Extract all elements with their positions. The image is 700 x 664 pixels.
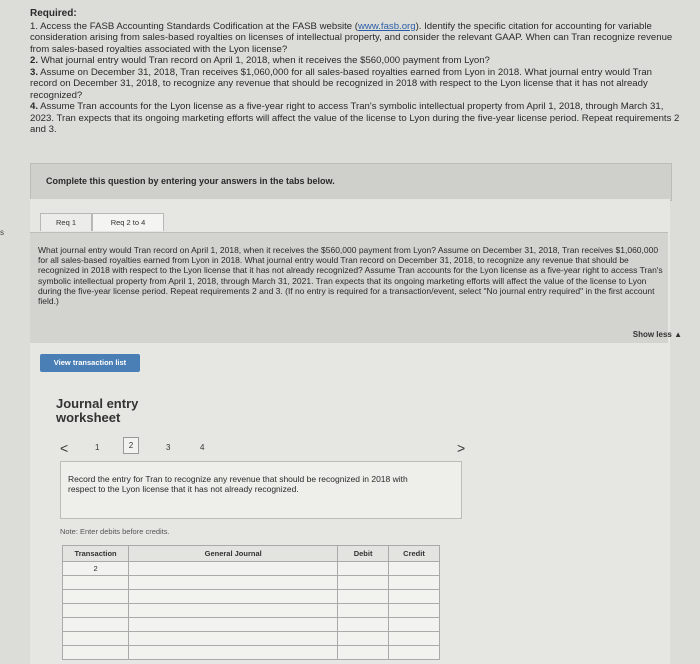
question-text: What journal entry would Tran record on April 1, 2018, when it receives the $560,000 payment from Lyon? Assume on December 31, 2018, Tran receives $1,060,000 for all sales-based royalties earned from Lyon in 2018. What journal entry would Tran record on December 31, 2018, to recognize any revenue that should be recognized in 2018 with respect to the Lyon license that it has not already recognized? Assume Tran accounts for the Lyon license as a five-year right to access Tran's symbolic intellectual property from April 1, 2018, through March 31, 2021. Tran expects that its ongoing marketing efforts will affect the value of the license to Lyon during the five-year license period. Repeat requirements 2 and 3. (If no entry is required for a transaction/event, select "No journal entry required" in the first account field.)	[38, 245, 663, 307]
account-field[interactable]	[129, 590, 338, 604]
instructions-text: Complete this question by entering your answers in the tabs below.	[46, 176, 335, 186]
credit-field[interactable]	[389, 632, 440, 646]
header-general-journal: General Journal	[129, 546, 338, 562]
page-3[interactable]: 3	[166, 443, 171, 452]
account-field[interactable]	[129, 646, 338, 660]
debit-field[interactable]	[338, 632, 389, 646]
credit-field[interactable]	[389, 646, 440, 660]
credit-field[interactable]	[389, 562, 440, 576]
transaction-cell	[63, 604, 129, 618]
transaction-cell	[63, 632, 129, 646]
debit-field[interactable]	[338, 576, 389, 590]
table-row	[63, 576, 440, 590]
table-row	[63, 632, 440, 646]
credit-field[interactable]	[389, 604, 440, 618]
debit-credit-note: Note: Enter debits before credits.	[60, 527, 170, 536]
account-field[interactable]	[129, 604, 338, 618]
credit-field[interactable]	[389, 590, 440, 604]
table-row	[63, 618, 440, 632]
tab-req-1[interactable]: Req 1	[40, 213, 92, 231]
requirement-number: 3.	[30, 66, 39, 78]
transaction-cell	[63, 646, 129, 660]
account-field[interactable]	[129, 562, 338, 576]
required-heading: Required:	[30, 8, 77, 19]
journal-entry-table	[62, 545, 440, 660]
header-credit: Credit	[389, 546, 440, 562]
worksheet-title-line-1: Journal entry	[56, 396, 139, 411]
credit-field[interactable]	[389, 618, 440, 632]
account-field[interactable]	[129, 632, 338, 646]
requirement-text: Access the FASB Accounting Standards Codification at the FASB website (	[40, 20, 358, 32]
entry-instruction-box	[60, 461, 462, 519]
requirement-text: What journal entry would Tran record on April 1, 2018, when it receives the $560,000 payment from Lyon?	[40, 55, 490, 66]
requirement-3	[30, 67, 680, 102]
header-transaction: Transaction	[63, 546, 129, 562]
tab-req-2-to-4[interactable]: Req 2 to 4	[92, 213, 164, 231]
worksheet-title	[56, 397, 138, 425]
edge-fragment-text: s	[0, 228, 4, 237]
worksheet-title-line-2: worksheet	[56, 410, 121, 425]
requirement-1	[30, 21, 680, 56]
table-header-row	[63, 546, 440, 562]
requirement-2	[30, 55, 680, 67]
transaction-cell	[63, 618, 129, 632]
view-transaction-list-button[interactable]: View transaction list	[40, 354, 140, 372]
page-4[interactable]: 4	[200, 443, 205, 452]
table-row	[63, 604, 440, 618]
next-page-chevron-icon[interactable]: >	[457, 440, 466, 456]
requirements-block	[30, 8, 680, 136]
entry-instruction-text: Record the entry for Tran to recognize any revenue that should be recognized in 2018 with respect to the Lyon license that it has not already recognized.	[68, 474, 408, 494]
page-2[interactable]: 2	[123, 437, 139, 454]
show-less-toggle[interactable]: Show less ▲	[632, 330, 682, 339]
prev-page-chevron-icon[interactable]: <	[60, 440, 69, 456]
fasb-link[interactable]: www.fasb.org	[358, 20, 416, 32]
debit-field[interactable]	[338, 562, 389, 576]
header-debit: Debit	[338, 546, 389, 562]
page-1[interactable]: 1	[95, 443, 100, 452]
requirement-text: Assume on December 31, 2018, Tran receives $1,060,000 for all sales-based royalties earned from Lyon in 2018. What journal entry would Tran record on December 31, 2018, to recognize any revenue that should be recognized in 2018 with respect to the Lyon license that it has not already recognized?	[30, 66, 653, 101]
question-box	[30, 232, 668, 343]
requirement-number: 2.	[30, 55, 39, 66]
requirement-text: Assume Tran accounts for the Lyon license as a five-year right to access Tran's symbolic intellectual property from April 1, 2018, through March 31, 2023. Tran expects that its ongoing marketing efforts will affect the value of the license to Lyon during the five-year license period. Repeat requirements 2 and 3.	[30, 101, 680, 135]
debit-field[interactable]	[338, 590, 389, 604]
instructions-bar	[30, 163, 672, 201]
requirement-text: ). Identify the specific citation for accounting for variable consideration arising from sales-based royalties on licenses of intellectual property, and consider the relevant GAAP. When can Tran recognize revenue from sales-based royalties associated with the Lyon license?	[30, 20, 673, 55]
account-field[interactable]	[129, 618, 338, 632]
requirement-number: 1.	[30, 20, 39, 32]
transaction-cell	[63, 590, 129, 604]
table-row	[63, 646, 440, 660]
transaction-number: 2	[63, 562, 129, 576]
debit-field[interactable]	[338, 618, 389, 632]
requirement-number: 4.	[30, 101, 39, 112]
credit-field[interactable]	[389, 576, 440, 590]
debit-field[interactable]	[338, 646, 389, 660]
account-field[interactable]	[129, 576, 338, 590]
table-row	[63, 590, 440, 604]
debit-field[interactable]	[338, 604, 389, 618]
requirement-4	[30, 101, 680, 136]
table-row	[63, 562, 440, 576]
transaction-cell	[63, 576, 129, 590]
